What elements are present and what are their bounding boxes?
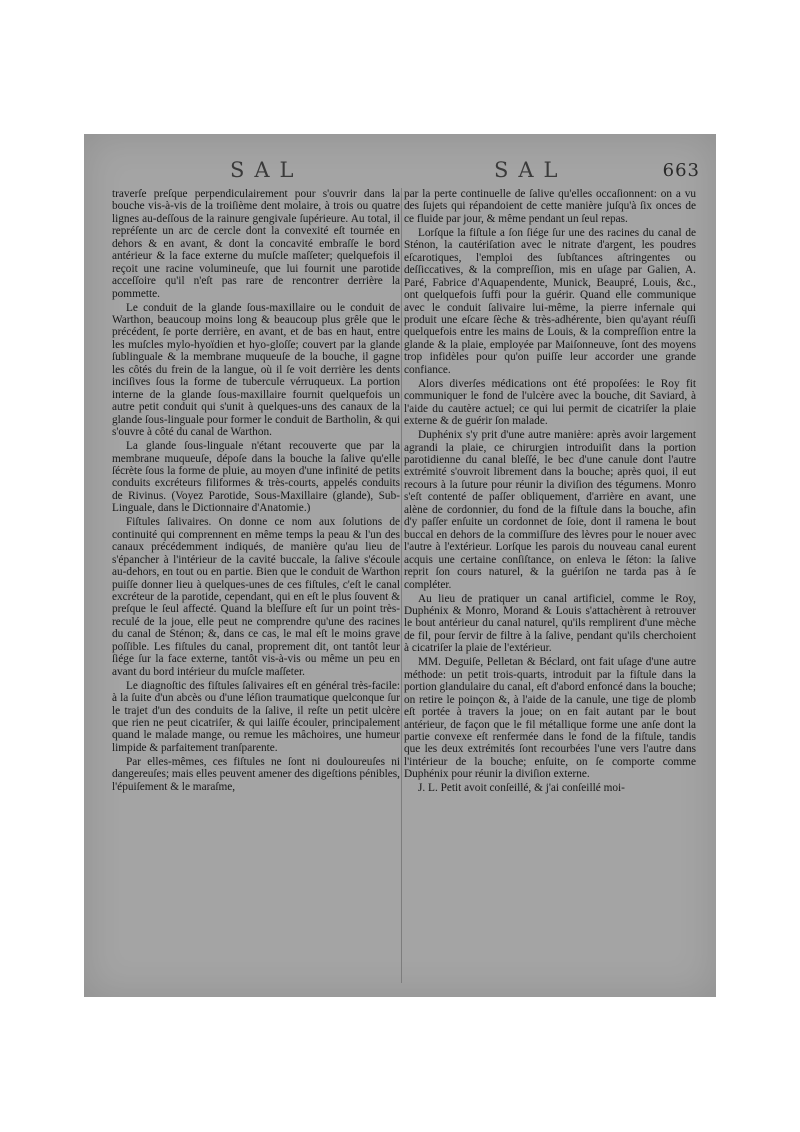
paragraph: Le diagnoſtic des fiſtules ſalivaires eſt en général très-facile: à la ſuite d'un abcès ou d'une léſion traumatique quelconque ſur le trajet d'un des conduits de la ſalive, il reſte un petit ulcère que rien ne peut cicatriſer, & qui laiſſe écouler, principalement quand le malade mange, ou remue les mâchoires, une humeur limpide & parfaitement tranſparente. <box>112 679 400 754</box>
paragraph: J. L. Petit avoit conſeillé, & j'ai conſeillé moi- <box>418 782 625 795</box>
column-divider <box>401 188 402 983</box>
paragraph: La glande ſous-linguale n'étant recouverte que par la membrane muqueuſe, dépoſe dans la bouche la ſalive qu'elle ſécrète ſous la forme de pluie, au moyen d'une infinité de petits conduits excréteurs filiformes & très-courts, appelés conduits de Rivinus. (Voyez Parotide, Sous-Maxillaire (glande), Sub-Linguale, dans le Dictionnaire d'Anatomie.) <box>112 440 400 515</box>
running-head-left: SAL <box>230 158 304 182</box>
paragraph: traverſe preſque perpendiculairement pour s'ouvrir dans la bouche vis-à-vis de la troiſième dent molaire, à trois ou quatre lignes au-deſſous de la rainure gengivale ſupérieure. Au total, il repréſente un arc de cercle dont la convexité eſt tournée en dehors & en avant, & dont la concavité embraſſe le bord antérieur & la face externe du muſcle maſſeter; quelquefois il reçoit une racine volumineuſe, que lui fournit une parotide acceſſoire qu'il n'eſt pas rare de rencontrer derrière la pommette. <box>112 188 400 300</box>
paragraph: Alors diverſes médications ont été propoſées: le Roy fit communiquer le fond de l'ulcère avec la bouche, dit Saviard, à l'aide du cautère actuel; ce qui lui permit de cicatriſer la plaie externe & de guérir ſon malade. <box>404 377 696 428</box>
paragraph: Au lieu de pratiquer un canal artificiel, comme le Roy, Duphénix & Monro, Morand & Louis s'attachèrent à retrouver le bout antérieur du canal naturel, qu'ils remplirent d'une mèche de fil, pour ſervir de filtre à la ſalive, pendant qu'ils cherchoient à cicatriſer la plaie de l'extérieur. <box>404 592 696 655</box>
paragraph: MM. Deguiſe, Pelletan & Béclard, ont fait uſage d'une autre méthode: un petit trois-quarts, introduit par la fiſtule dans la portion glandulaire du canal, eſt d'abord enfoncé dans la bouche; on retire le poinçon &, à l'aide de la canule, une tige de plomb eſt portée à travers la joue; on en fait autant par le bout antérieur, de façon que le fil métallique forme une anſe dont la partie convexe eſt renfermée dans le fond de la fiſtule, tandis que les deux extrémités ſont recourbées l'une vers l'autre dans l'intérieur de la bouche; enſuite, on ſe comporte comme Duphénix pour réunir la diviſion externe. <box>404 656 696 781</box>
paragraph: Fiſtules ſalivaires. On donne ce nom aux ſolutions de continuité qui comprennent en même temps la peau & l'un des canaux précédemment indiqués, de manière qu'au lieu de s'épancher à l'intérieur de la cavité buccale, la ſalive s'écoule au-dehors, en tout ou en partie. Bien que le conduit de Warthon puiſſe donner lieu à quelques-unes de ces fiſtules, c'eſt le canal excréteur de la parotide, cependant, qui en eſt le plus ſouvent & preſque le ſeul affecté. Quand la bleſſure eſt ſur un point très-reculé de la joue, elle peut ne comprendre qu'une des racines du canal de Sténon; &, dans ce cas, le mal eſt le moins grave poſſible. Les fiſtules du canal, proprement dit, ont tantôt leur ſiége ſur la face externe, tantôt vis-à-vis ou même un peu en avant du bord intérieur du muſcle maſſeter. <box>112 516 400 678</box>
paragraph: Par elles-mêmes, ces fiſtules ne ſont ni douloureuſes ni dangereuſes; mais elles peuvent amener des digeſtions pénibles, l'épuiſement & le maraſme, <box>112 755 400 793</box>
scanned-page <box>84 134 716 997</box>
paragraph: Duphénix s'y prit d'une autre manière: après avoir largement agrandi la plaie, ce chirurgien introduiſit dans la portion parotidienne du canal bleſſé, le bec d'une canule dont l'autre extrémité s'ouvroit librement dans la bouche; après quoi, il eut recours à la ſuture pour réunir la diviſion des tégumens. Monro s'eſt contenté de paſſer obliquement, d'arrière en avant, une alène de cordonnier, du fond de la fiſtule dans la bouche, afin d'y paſſer enſuite un cordonnet de ſoie, dont il ramena le bout buccal en dehors de la commiſſure des lèvres pour le nouer avec l'autre à l'extérieur. Lorſque les parois du nouveau canal eurent acquis une certaine conſiſtance, on enleva le ſéton: la ſalive reprit ſon cours naturel, & la guériſon ne tarda pas à ſe compléter. <box>404 429 696 591</box>
page-number: 663 <box>662 160 700 181</box>
right-text-column <box>404 188 696 987</box>
running-head-right: SAL <box>494 158 568 182</box>
paragraph: Lorſque la fiſtule a ſon ſiége ſur une des racines du canal de Sténon, la cautériſation avec le nitrate d'argent, les poudres eſcarotiques, l'emploi des ſubſtances aſtringentes ou deſſiccatives, & la compreſſion, mis en uſage par Galien, A. Paré, Fabrice d'Aquapendente, Munick, Beaupré, Louis, &c., ont quelquefois ſuffi pour la guérir. Quand elle communique avec le conduit ſalivaire lui-même, la pierre infernale qui produit une eſcare ſèche & très-adhérente, bien qu'ayant réuſſi quelquefois entre les mains de Louis, & la compreſſion entre la glande & la plaie, employée par Maiſonneuve, ſont des moyens trop infidèles pour qu'on puiſſe leur accorder une grande confiance. <box>404 226 696 376</box>
left-text-column <box>112 188 400 987</box>
paragraph: Le conduit de la glande ſous-maxillaire ou le conduit de Warthon, beaucoup moins long & beaucoup plus grêle que le précédent, ſe porte derrière, en avant, et de bas en haut, entre les muſcles mylo-hyoïdien et hyo-gloſſe; couvert par la glande ſublinguale & la membrane muqueuſe de la bouche, il gagne les côtés du frein de la langue, où il ſe voit derrière les dents inciſives ſous la forme de tubercule vérruqueux. La portion interne de la glande ſous-maxillaire fournit quelquefois un autre petit conduit qui s'unit à quelques-uns des canaux de la glande ſous-linguale pour former le conduit de Bartholin, & qui s'ouvre à côté du canal de Warthon. <box>112 301 400 439</box>
paragraph: par la perte continuelle de ſalive qu'elles occaſionnent: on a vu des ſujets qui répandoient de cette manière juſqu'à ſix onces de ce fluide par jour, & même pendant un ſeul repas. <box>404 188 696 225</box>
